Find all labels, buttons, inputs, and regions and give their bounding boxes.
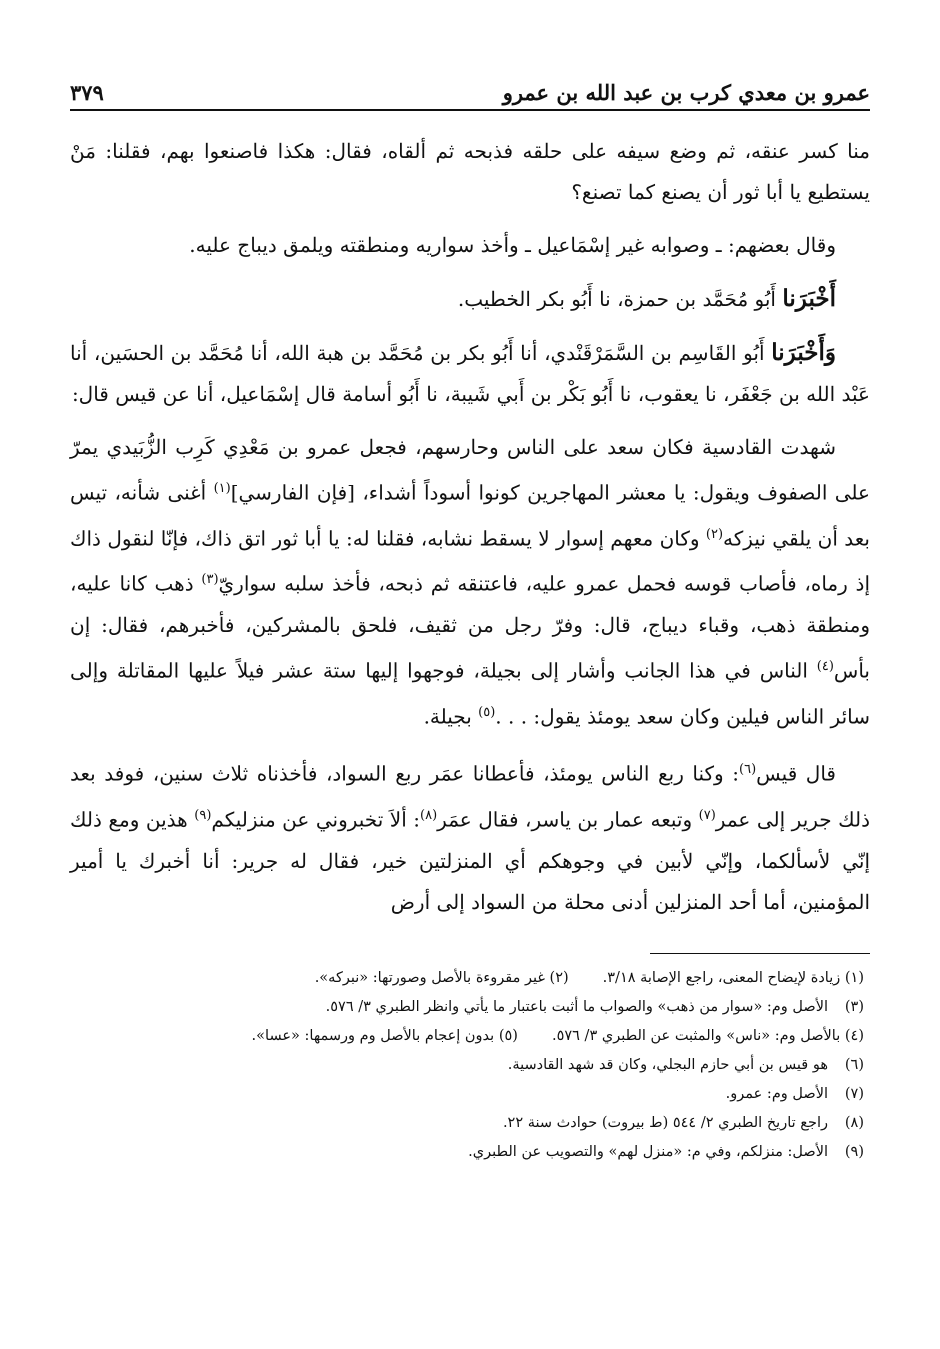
akhbarana-keyword: أَخْبَرَنا: [782, 285, 836, 312]
footnote-ref-3[interactable]: (٣): [201, 572, 219, 588]
footnote-divider: [650, 953, 870, 954]
footnote-1: [603, 964, 864, 993]
paragraph-2: [70, 225, 870, 266]
wa-akhbarana-keyword: وَأَخْبَرَنا: [771, 339, 836, 366]
text-segment: قال قيس: [756, 761, 836, 786]
text-segment: شهدت القادسية فكان سعد على الناس وحارسهم، فجعل عمرو بن مَعْدِي كَرِب الزُّبَيدي يمرّ على الصفوف ويقول: يا معشر المهاجرين كونوا أسوداً أشداء، [فإن الفارسي]: [70, 435, 870, 505]
footnote-number: (٢): [549, 969, 569, 986]
page-header: [70, 80, 870, 111]
footnote-text: الأصل وم: «سوار من ذهب» والصواب ما أثبت باعتبار ما يأتي وانظر الطبري ٣/ ٥٧٦.: [325, 998, 828, 1015]
paragraph-2-text: وقال بعضهم: ـ وصوابه غير إسْمَاعيل ـ وأخذ سواريه ومنطقته ويلمق ديباج عليه.: [189, 233, 836, 257]
footnote-number: (٧): [844, 1085, 864, 1102]
footnote-ref-5[interactable]: (٥): [478, 704, 496, 720]
isnad-2: [70, 332, 870, 415]
text-segment: : ألاَ تخبروني عن منزليكم: [211, 807, 421, 832]
footnote-ref-8[interactable]: (٨): [420, 807, 438, 823]
footnote-number: (١): [844, 969, 864, 986]
footnote-text: زيادة لإيضاح المعنى، راجع الإصابة ٣/١٨.: [602, 969, 841, 986]
footnotes-section: [70, 953, 870, 1167]
footnote-8: [70, 1109, 864, 1138]
footnote-6: [70, 1051, 864, 1080]
footnote-ref-4[interactable]: (٤): [816, 658, 834, 674]
footnote-text: الأصل: منزلكم، وفي م: «منزل لهم» والتصويب عن الطبري.: [468, 1143, 828, 1160]
paragraph-1: [70, 131, 870, 213]
paragraph-1-text: منا كسر عنقه، ثم وضع سيفه على حلقه فذبحه ثم ألقاه، فقال: هكذا فاصنعوا بهم، فقلنا: مَنْ يستطيع يا أبا ثور أن يصنع كما تصنع؟: [70, 139, 870, 204]
footnote-text: هو قيس بن أبي حازم البجلي، وكان قد شهد القادسية.: [507, 1056, 828, 1073]
text-segment: بجيلة.: [423, 704, 479, 729]
footnote-ref-6[interactable]: (٦): [739, 762, 757, 778]
footnote-number: (٤): [844, 1027, 864, 1044]
footnote-ref-1[interactable]: (١): [213, 481, 231, 496]
text-segment: أغنى شأنه، تيس بعد أن يلقي نيزكه: [70, 480, 870, 551]
isnad-1-text: أَبُو مُحَمَّد بن حمزة، نا أَبُو بكر الخطيب.: [457, 287, 776, 311]
text-segment: الناس في هذا الجانب وأشار إلى بجيلة، فوجهوا إليها ستة عشر فيلاً عليها المقاتلة وإلى سائر الناس فيلين وكان سعد يومئذ يقول: . . .: [70, 658, 870, 729]
footnote-text: بالأصل وم: «ناس» والمثبت عن الطبري ٣/ ٥٧٦.: [551, 1027, 841, 1044]
footnote-text: بدون إعجام بالأصل وم ورسمها: «عسا».: [251, 1027, 495, 1044]
footnote-text: الأصل وم: عمرو.: [725, 1085, 828, 1102]
footnote-number: (٦): [844, 1056, 864, 1073]
footnote-4: [552, 1022, 864, 1051]
text-segment: هذين ومع ذلك إنّي لأسألكما، وإنّي لأبين في وجوهكم أي المنزلتين خير، فقال له جرير: أنا أخبرك يا أمير المؤمنين، أما أحد المنزلين أدنى محلة من السواد إلى أرض: [70, 807, 870, 914]
book-page: [70, 80, 870, 1167]
footnote-2: [315, 964, 569, 993]
footnote-number: (٨): [844, 1114, 864, 1131]
footnote-text: غير مقروءة بالأصل وصورتها: «نبركه».: [314, 969, 545, 986]
footnote-number: (٥): [498, 1027, 518, 1044]
text-segment: وتبعه عمار بن ياسر، فقال عمَر: [437, 807, 699, 832]
paragraph-qays: [70, 749, 870, 922]
footnote-9: [70, 1138, 864, 1167]
isnad-1: [70, 278, 870, 320]
running-title: عمرو بن معدي كرب بن عبد الله بن عمرو: [502, 80, 870, 105]
footnote-ref-9[interactable]: (٩): [194, 807, 212, 823]
footnote-1-2: [70, 964, 864, 993]
footnote-number: (٣): [844, 998, 864, 1015]
text-segment: : وكنا ربع الناس يومئذ، فأعطانا عمَر ربع السواد، فأخذناه ثلاث سنين، فوفد بعد ذلك جرير إلى عمر: [70, 761, 871, 832]
footnote-5: [252, 1022, 518, 1051]
footnote-ref-7[interactable]: (٧): [698, 807, 716, 823]
page-number: ٣٧٩: [70, 80, 104, 105]
paragraph-qadisiyya: [70, 427, 870, 737]
footnote-list: [70, 964, 870, 1167]
footnote-3: [70, 993, 864, 1022]
footnote-text: راجع تاريخ الطبري ٢/ ٥٤٤ (ط بيروت) حوادث سنة ٢٢.: [502, 1114, 828, 1131]
footnote-7: [70, 1080, 864, 1109]
footnote-number: (٩): [844, 1143, 864, 1160]
isnad-2-text: أَبُو القَاسِم بن السَّمَرْقَنْدي، أنا أَبُو بكر بن مُحَمَّد بن هبة الله، أنا مُحَمَّد بن الحسَين، أنا عَبْد الله بن جَعْفَر، نا يعقوب، نا أَبُو بَكْر بن أَبي شَيبة، نا أَبُو أسامة قال إسْمَاعيل، أنا عن قيس قال:: [70, 341, 870, 406]
footnote-4-5: [70, 1022, 864, 1051]
text-segment: ذهب كانا عليه، ومنطقة ذهب، وقباء ديباج، قال: وفرّ رجل من ثقيف، فلحق بالمشركين، فأخبرهم، فقال: إن بأس: [70, 571, 870, 683]
text-segment: وكان معهم إسوار لا يسقط نشابه، فقلنا له: يا أبا ثور اتق ذاك، فإنّا لنقول ذاك إذ رماه، فأصاب قوسه فحمل عمرو عليه، فاعتنقه ثم ذبحه، فأخذ سلبه سواريّ: [70, 526, 870, 596]
footnote-ref-2[interactable]: (٢): [705, 526, 724, 542]
